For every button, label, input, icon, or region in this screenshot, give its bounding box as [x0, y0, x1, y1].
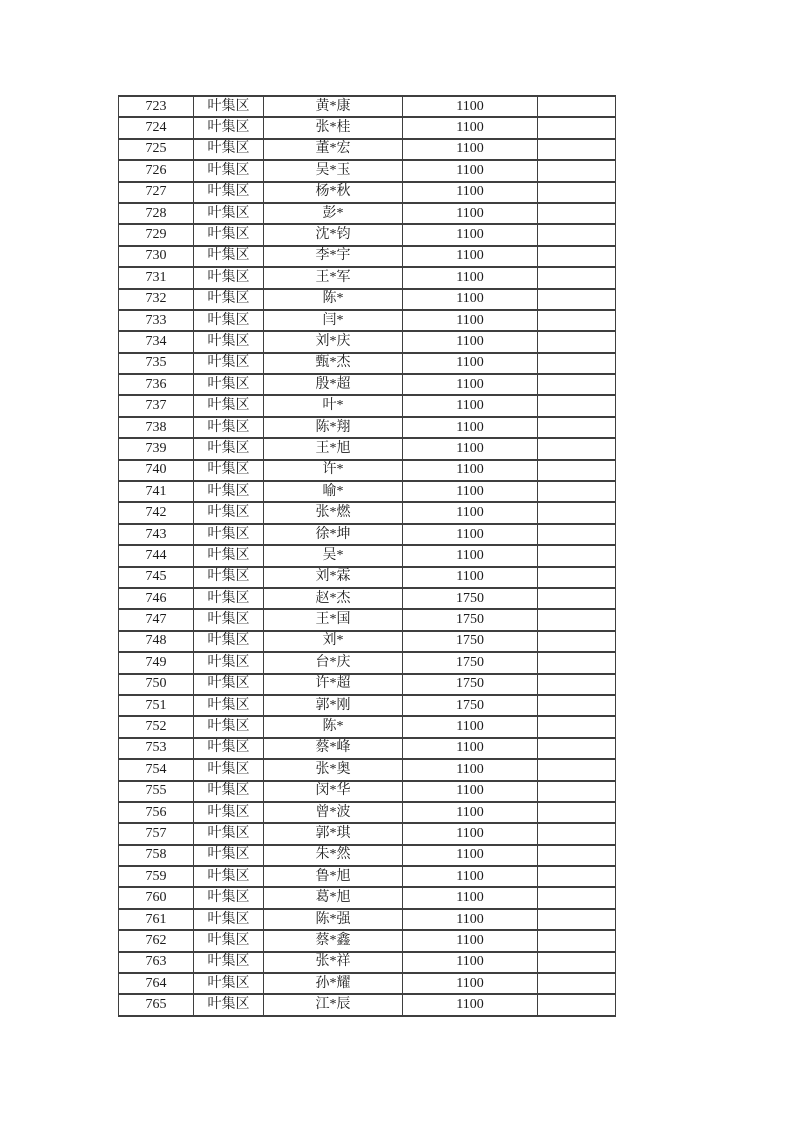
- cell-district: 叶集区: [194, 246, 264, 267]
- cell-district: 叶集区: [194, 802, 264, 823]
- cell-masked-name: 董*宏: [264, 139, 403, 160]
- cell-masked-name: 陈*翔: [264, 417, 403, 438]
- cell-district: 叶集区: [194, 96, 264, 117]
- cell-masked-name: 赵*杰: [264, 588, 403, 609]
- cell-district: 叶集区: [194, 738, 264, 759]
- cell-masked-name: 陈*强: [264, 909, 403, 930]
- table-row: [119, 802, 616, 823]
- table-row: [119, 395, 616, 416]
- cell-amount: 1100: [403, 524, 538, 545]
- cell-serial-number: 740: [119, 460, 194, 481]
- cell-amount: 1100: [403, 139, 538, 160]
- table-row: [119, 545, 616, 566]
- cell-district: 叶集区: [194, 203, 264, 224]
- cell-blank: [538, 438, 616, 459]
- cell-amount: 1100: [403, 267, 538, 288]
- table-row: [119, 289, 616, 310]
- cell-district: 叶集区: [194, 545, 264, 566]
- cell-masked-name: 陈*: [264, 289, 403, 310]
- cell-serial-number: 735: [119, 353, 194, 374]
- cell-amount: 1750: [403, 609, 538, 630]
- cell-blank: [538, 117, 616, 138]
- cell-serial-number: 763: [119, 952, 194, 973]
- cell-blank: [538, 203, 616, 224]
- subsidy-table: [118, 95, 616, 1017]
- table-row: [119, 182, 616, 203]
- cell-blank: [538, 588, 616, 609]
- cell-district: 叶集区: [194, 845, 264, 866]
- cell-district: 叶集区: [194, 374, 264, 395]
- cell-district: 叶集区: [194, 182, 264, 203]
- cell-serial-number: 749: [119, 652, 194, 673]
- table-row: [119, 331, 616, 352]
- cell-amount: 1750: [403, 631, 538, 652]
- cell-amount: 1750: [403, 588, 538, 609]
- cell-district: 叶集区: [194, 695, 264, 716]
- cell-blank: [538, 994, 616, 1016]
- table-row: [119, 823, 616, 844]
- cell-masked-name: 王*旭: [264, 438, 403, 459]
- cell-serial-number: 765: [119, 994, 194, 1016]
- cell-district: 叶集区: [194, 567, 264, 588]
- cell-serial-number: 743: [119, 524, 194, 545]
- cell-district: 叶集区: [194, 267, 264, 288]
- cell-serial-number: 746: [119, 588, 194, 609]
- cell-serial-number: 752: [119, 716, 194, 737]
- cell-district: 叶集区: [194, 438, 264, 459]
- cell-serial-number: 759: [119, 866, 194, 887]
- cell-amount: 1100: [403, 96, 538, 117]
- cell-blank: [538, 716, 616, 737]
- cell-district: 叶集区: [194, 417, 264, 438]
- table-row: [119, 267, 616, 288]
- cell-amount: 1750: [403, 674, 538, 695]
- cell-masked-name: 黄*康: [264, 96, 403, 117]
- table-row: [119, 759, 616, 780]
- cell-amount: 1100: [403, 481, 538, 502]
- cell-district: 叶集区: [194, 994, 264, 1016]
- cell-amount: 1750: [403, 695, 538, 716]
- table-row: [119, 246, 616, 267]
- cell-masked-name: 朱*然: [264, 845, 403, 866]
- cell-district: 叶集区: [194, 160, 264, 181]
- cell-blank: [538, 310, 616, 331]
- table-row: [119, 117, 616, 138]
- cell-district: 叶集区: [194, 353, 264, 374]
- cell-amount: 1100: [403, 460, 538, 481]
- cell-blank: [538, 781, 616, 802]
- table-row: [119, 781, 616, 802]
- cell-amount: 1100: [403, 331, 538, 352]
- cell-serial-number: 724: [119, 117, 194, 138]
- cell-district: 叶集区: [194, 224, 264, 245]
- table-row: [119, 930, 616, 951]
- table-row: [119, 567, 616, 588]
- cell-district: 叶集区: [194, 524, 264, 545]
- cell-district: 叶集区: [194, 331, 264, 352]
- cell-amount: 1100: [403, 781, 538, 802]
- cell-amount: 1100: [403, 952, 538, 973]
- cell-masked-name: 彭*: [264, 203, 403, 224]
- table-row: [119, 353, 616, 374]
- cell-serial-number: 732: [119, 289, 194, 310]
- cell-serial-number: 741: [119, 481, 194, 502]
- cell-amount: 1100: [403, 802, 538, 823]
- cell-blank: [538, 695, 616, 716]
- table-row: [119, 973, 616, 994]
- table-row: [119, 716, 616, 737]
- cell-serial-number: 760: [119, 887, 194, 908]
- cell-blank: [538, 481, 616, 502]
- cell-blank: [538, 160, 616, 181]
- cell-serial-number: 723: [119, 96, 194, 117]
- cell-amount: 1100: [403, 759, 538, 780]
- cell-serial-number: 757: [119, 823, 194, 844]
- cell-district: 叶集区: [194, 460, 264, 481]
- cell-serial-number: 742: [119, 502, 194, 523]
- cell-masked-name: 许*: [264, 460, 403, 481]
- cell-blank: [538, 866, 616, 887]
- cell-serial-number: 758: [119, 845, 194, 866]
- table-row: [119, 160, 616, 181]
- cell-masked-name: 陈*: [264, 716, 403, 737]
- cell-masked-name: 吴*: [264, 545, 403, 566]
- cell-blank: [538, 460, 616, 481]
- cell-serial-number: 739: [119, 438, 194, 459]
- cell-amount: 1100: [403, 823, 538, 844]
- cell-masked-name: 徐*坤: [264, 524, 403, 545]
- cell-masked-name: 刘*霖: [264, 567, 403, 588]
- cell-amount: 1100: [403, 182, 538, 203]
- cell-amount: 1100: [403, 224, 538, 245]
- cell-district: 叶集区: [194, 973, 264, 994]
- cell-serial-number: 764: [119, 973, 194, 994]
- cell-serial-number: 744: [119, 545, 194, 566]
- table-row: [119, 438, 616, 459]
- table-row: [119, 909, 616, 930]
- cell-blank: [538, 374, 616, 395]
- cell-masked-name: 曾*波: [264, 802, 403, 823]
- cell-masked-name: 郭*刚: [264, 695, 403, 716]
- cell-blank: [538, 353, 616, 374]
- cell-district: 叶集区: [194, 609, 264, 630]
- table-row: [119, 139, 616, 160]
- cell-amount: 1100: [403, 567, 538, 588]
- cell-district: 叶集区: [194, 781, 264, 802]
- table-row: [119, 738, 616, 759]
- cell-amount: 1100: [403, 438, 538, 459]
- cell-amount: 1100: [403, 417, 538, 438]
- cell-blank: [538, 524, 616, 545]
- table-row: [119, 460, 616, 481]
- cell-amount: 1100: [403, 353, 538, 374]
- cell-masked-name: 殷*超: [264, 374, 403, 395]
- cell-district: 叶集区: [194, 481, 264, 502]
- cell-amount: 1100: [403, 502, 538, 523]
- cell-district: 叶集区: [194, 310, 264, 331]
- table-row: [119, 887, 616, 908]
- cell-serial-number: 726: [119, 160, 194, 181]
- cell-serial-number: 761: [119, 909, 194, 930]
- cell-serial-number: 753: [119, 738, 194, 759]
- cell-amount: 1100: [403, 909, 538, 930]
- cell-blank: [538, 631, 616, 652]
- cell-district: 叶集区: [194, 117, 264, 138]
- table-row: [119, 866, 616, 887]
- cell-district: 叶集区: [194, 652, 264, 673]
- cell-blank: [538, 289, 616, 310]
- cell-district: 叶集区: [194, 502, 264, 523]
- table-row: [119, 588, 616, 609]
- cell-serial-number: 733: [119, 310, 194, 331]
- cell-amount: 1100: [403, 310, 538, 331]
- cell-serial-number: 751: [119, 695, 194, 716]
- cell-amount: 1100: [403, 930, 538, 951]
- cell-serial-number: 745: [119, 567, 194, 588]
- cell-masked-name: 许*超: [264, 674, 403, 695]
- cell-serial-number: 755: [119, 781, 194, 802]
- cell-masked-name: 喻*: [264, 481, 403, 502]
- cell-masked-name: 张*奥: [264, 759, 403, 780]
- cell-amount: 1100: [403, 866, 538, 887]
- cell-blank: [538, 567, 616, 588]
- cell-blank: [538, 246, 616, 267]
- table-row: [119, 674, 616, 695]
- cell-blank: [538, 759, 616, 780]
- cell-blank: [538, 395, 616, 416]
- cell-blank: [538, 952, 616, 973]
- cell-blank: [538, 674, 616, 695]
- cell-district: 叶集区: [194, 930, 264, 951]
- cell-amount: 1100: [403, 246, 538, 267]
- cell-district: 叶集区: [194, 139, 264, 160]
- cell-serial-number: 736: [119, 374, 194, 395]
- cell-amount: 1100: [403, 117, 538, 138]
- cell-blank: [538, 502, 616, 523]
- cell-masked-name: 刘*庆: [264, 331, 403, 352]
- cell-blank: [538, 224, 616, 245]
- table-row: [119, 609, 616, 630]
- cell-amount: 1100: [403, 716, 538, 737]
- table-row: [119, 695, 616, 716]
- cell-blank: [538, 609, 616, 630]
- cell-masked-name: 张*祥: [264, 952, 403, 973]
- cell-amount: 1100: [403, 160, 538, 181]
- cell-district: 叶集区: [194, 952, 264, 973]
- cell-serial-number: 750: [119, 674, 194, 695]
- cell-amount: 1100: [403, 395, 538, 416]
- cell-district: 叶集区: [194, 588, 264, 609]
- cell-serial-number: 729: [119, 224, 194, 245]
- table-row: [119, 224, 616, 245]
- cell-masked-name: 张*桂: [264, 117, 403, 138]
- cell-amount: 1100: [403, 289, 538, 310]
- cell-blank: [538, 417, 616, 438]
- cell-masked-name: 蔡*鑫: [264, 930, 403, 951]
- cell-district: 叶集区: [194, 823, 264, 844]
- cell-district: 叶集区: [194, 909, 264, 930]
- table-row: [119, 417, 616, 438]
- cell-amount: 1100: [403, 887, 538, 908]
- cell-blank: [538, 930, 616, 951]
- cell-serial-number: 734: [119, 331, 194, 352]
- cell-masked-name: 杨*秋: [264, 182, 403, 203]
- cell-blank: [538, 973, 616, 994]
- cell-district: 叶集区: [194, 866, 264, 887]
- cell-district: 叶集区: [194, 674, 264, 695]
- table-row: [119, 502, 616, 523]
- cell-blank: [538, 96, 616, 117]
- cell-blank: [538, 652, 616, 673]
- cell-serial-number: 756: [119, 802, 194, 823]
- cell-masked-name: 李*宇: [264, 246, 403, 267]
- cell-district: 叶集区: [194, 289, 264, 310]
- cell-blank: [538, 267, 616, 288]
- cell-serial-number: 747: [119, 609, 194, 630]
- cell-blank: [538, 182, 616, 203]
- cell-amount: 1100: [403, 203, 538, 224]
- table-row: [119, 631, 616, 652]
- cell-district: 叶集区: [194, 887, 264, 908]
- table-row: [119, 374, 616, 395]
- table-row: [119, 845, 616, 866]
- cell-masked-name: 闫*: [264, 310, 403, 331]
- cell-serial-number: 725: [119, 139, 194, 160]
- cell-amount: 1750: [403, 652, 538, 673]
- cell-masked-name: 刘*: [264, 631, 403, 652]
- cell-district: 叶集区: [194, 395, 264, 416]
- cell-masked-name: 台*庆: [264, 652, 403, 673]
- table-row: [119, 652, 616, 673]
- table-row: [119, 310, 616, 331]
- cell-masked-name: 叶*: [264, 395, 403, 416]
- cell-district: 叶集区: [194, 759, 264, 780]
- cell-masked-name: 吴*玉: [264, 160, 403, 181]
- cell-blank: [538, 738, 616, 759]
- cell-masked-name: 王*国: [264, 609, 403, 630]
- cell-blank: [538, 909, 616, 930]
- cell-masked-name: 鲁*旭: [264, 866, 403, 887]
- cell-serial-number: 730: [119, 246, 194, 267]
- cell-blank: [538, 845, 616, 866]
- cell-masked-name: 蔡*峰: [264, 738, 403, 759]
- table-row: [119, 994, 616, 1016]
- cell-masked-name: 葛*旭: [264, 887, 403, 908]
- table-row: [119, 203, 616, 224]
- cell-serial-number: 737: [119, 395, 194, 416]
- cell-serial-number: 728: [119, 203, 194, 224]
- table-row: [119, 524, 616, 545]
- subsidy-table-body: [119, 96, 616, 1016]
- cell-masked-name: 张*燃: [264, 502, 403, 523]
- cell-amount: 1100: [403, 845, 538, 866]
- cell-blank: [538, 139, 616, 160]
- cell-serial-number: 731: [119, 267, 194, 288]
- cell-blank: [538, 545, 616, 566]
- cell-masked-name: 闵*华: [264, 781, 403, 802]
- cell-amount: 1100: [403, 545, 538, 566]
- cell-blank: [538, 887, 616, 908]
- cell-blank: [538, 823, 616, 844]
- cell-blank: [538, 331, 616, 352]
- cell-amount: 1100: [403, 738, 538, 759]
- cell-masked-name: 甄*杰: [264, 353, 403, 374]
- cell-district: 叶集区: [194, 716, 264, 737]
- cell-amount: 1100: [403, 374, 538, 395]
- cell-serial-number: 727: [119, 182, 194, 203]
- table-row: [119, 481, 616, 502]
- cell-masked-name: 郭*琪: [264, 823, 403, 844]
- cell-masked-name: 沈*钧: [264, 224, 403, 245]
- cell-masked-name: 孙*耀: [264, 973, 403, 994]
- cell-district: 叶集区: [194, 631, 264, 652]
- table-row: [119, 952, 616, 973]
- cell-serial-number: 754: [119, 759, 194, 780]
- cell-masked-name: 王*军: [264, 267, 403, 288]
- cell-amount: 1100: [403, 994, 538, 1016]
- cell-amount: 1100: [403, 973, 538, 994]
- cell-blank: [538, 802, 616, 823]
- cell-serial-number: 748: [119, 631, 194, 652]
- cell-masked-name: 江*辰: [264, 994, 403, 1016]
- cell-serial-number: 738: [119, 417, 194, 438]
- cell-serial-number: 762: [119, 930, 194, 951]
- table-row: [119, 96, 616, 117]
